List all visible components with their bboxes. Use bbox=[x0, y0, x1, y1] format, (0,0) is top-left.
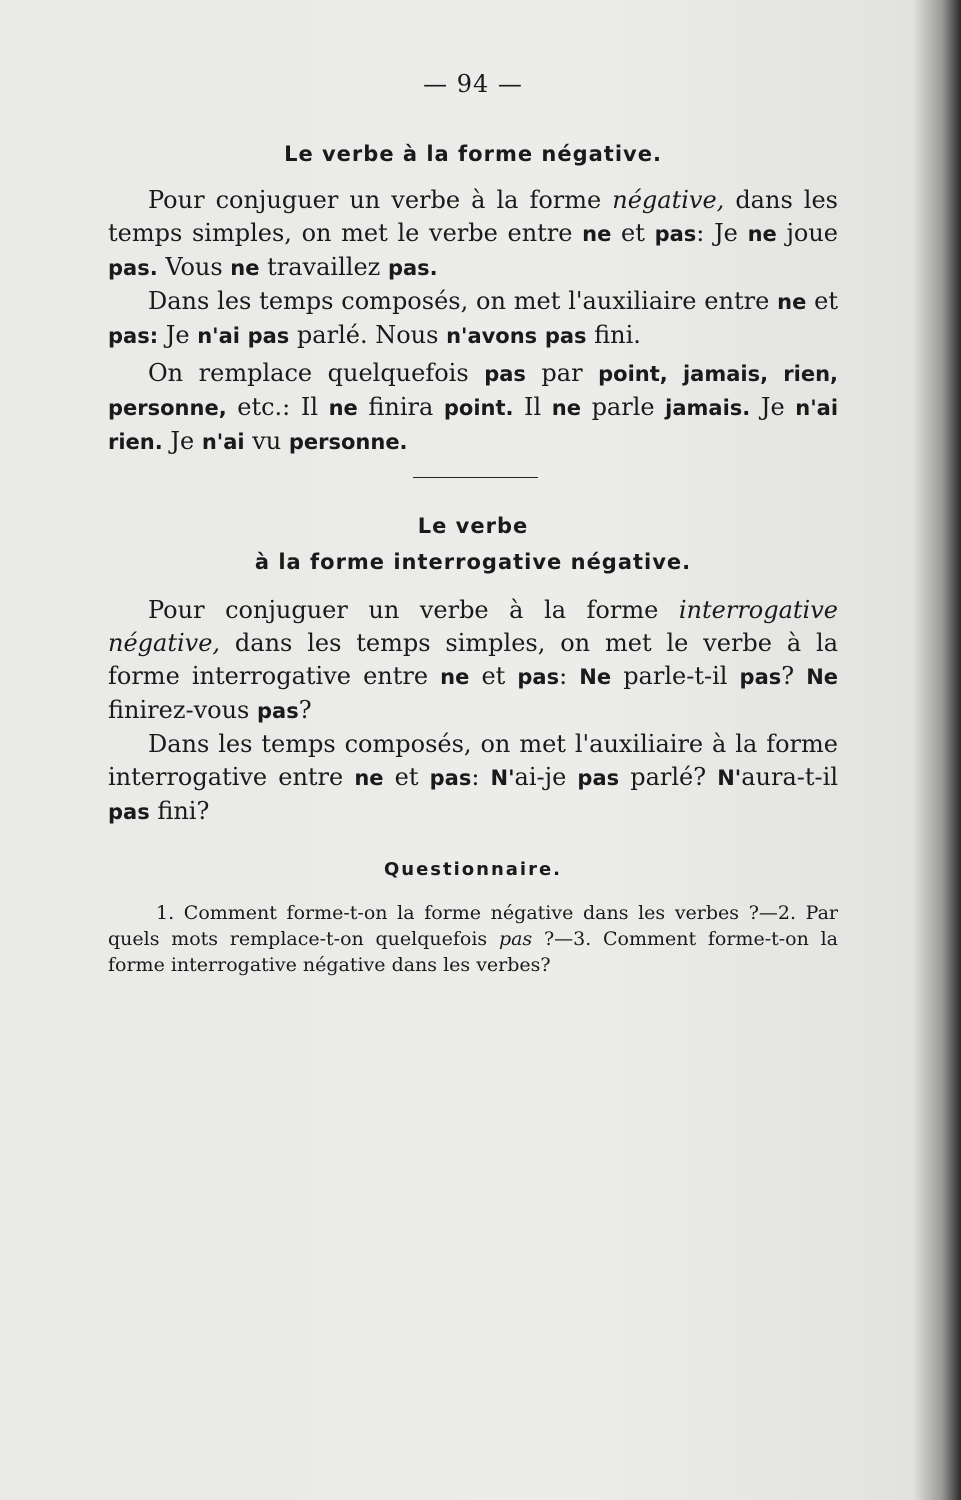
questionnaire-text: 1. Comment forme-t-on la forme négative dans les verbes ?—2. Par quels mots remplace-t-on quelquefois pas ?—3. Comment forme-t-on la forme interrogative négative dans les verbes? bbox=[108, 902, 838, 976]
paragraph-interrogative-simple: Pour conjuguer un verbe à la forme interrogative négative, dans les temps simples, on met le verbe à la forme interrogative entre ne et pas: Ne parle-t-il pas? Ne finirez-vous pas? bbox=[108, 596, 839, 724]
paragraph-negative-compound: Dans les temps composés, on met l'auxiliaire entre ne et pas: Je n'ai pas parlé. Nous n'avons pas fini. bbox=[108, 287, 839, 349]
section-title-interrogative-line1: Le verbe bbox=[417, 514, 529, 538]
paragraph-negative-simple: Pour conjuguer un verbe à la forme négative, dans les temps simples, on met le verbe entre ne et pas: Je ne joue pas. Vous ne travaillez pas. bbox=[108, 186, 839, 281]
paragraph-negative-replace: On remplace quelquefois pas par point, jamais, rien, personne, etc.: Il ne finira point. Il ne parle jamais. Je n'ai rien. Je n'ai vu personne. bbox=[108, 359, 839, 455]
page-number: — 94 — bbox=[423, 70, 523, 98]
section-title-negative: Le verbe à la forme négative. bbox=[284, 142, 662, 166]
paragraph-interrogative-compound: Dans les temps composés, on met l'auxiliaire à la forme interrogative entre ne et pas: N'ai-je pas parlé? N'aura-t-il pas fini? bbox=[108, 730, 839, 825]
section-divider bbox=[413, 477, 538, 478]
page-content bbox=[108, 70, 838, 978]
section-title-interrogative-line2: à la forme interrogative négative. bbox=[254, 550, 692, 574]
questionnaire-title: Questionnaire. bbox=[383, 859, 563, 880]
